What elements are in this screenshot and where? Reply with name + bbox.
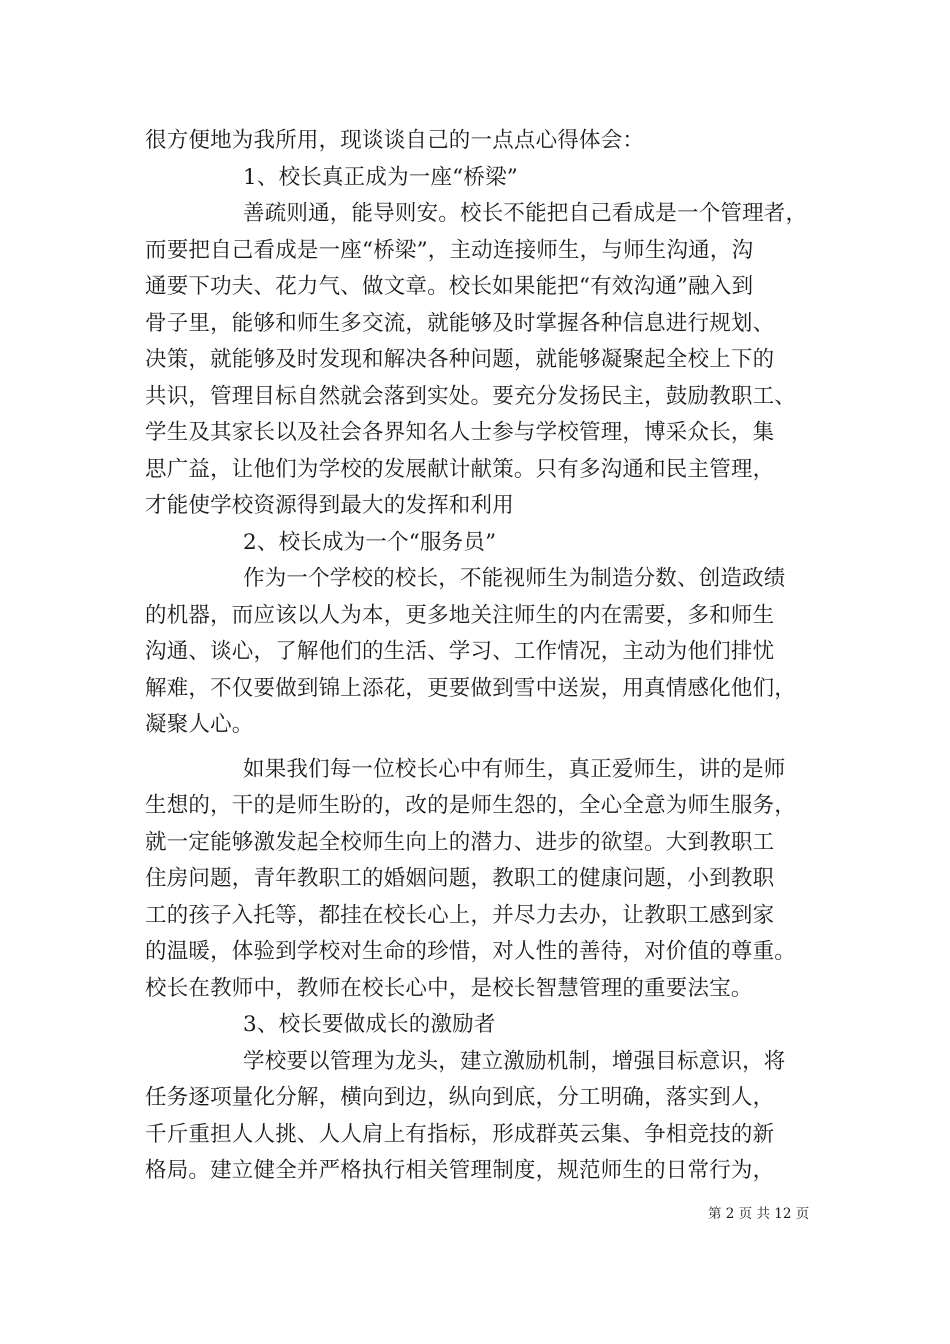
section-heading-bridge: 1、校长真正成为一座“桥梁”: [243, 164, 518, 190]
document-body: [145, 123, 825, 1190]
text-line: 共识，管理目标自然就会落到实处。要充分发扬民主，鼓励教职工、: [145, 383, 797, 409]
text-line: 作为一个学校的校长，不能视师生为制造分数、创造政绩: [243, 566, 786, 591]
text-line: 的机器，而应该以人为本，更多地关注师生的内在需要，多和师生: [145, 602, 775, 628]
text-line: 千斤重担人人挑、人人肩上有指标，形成群英云集、争相竞技的新: [145, 1121, 775, 1147]
text-line: 的温暖，体验到学校对生命的珍惜，对人性的善待，对价值的尊重。: [145, 939, 797, 964]
text-line: 才能使学校资源得到最大的发挥和利用: [145, 493, 514, 518]
text-line: 很方便地为我所用，现谈谈自己的一点点心得体会：: [145, 128, 645, 153]
text-line: 生想的，干的是师生盼的，改的是师生怨的，全心全意为师生服务，: [145, 793, 797, 818]
text-line: 住房问题，青年教职工的婚姻问题，教职工的健康问题，小到教职: [145, 866, 775, 891]
text-line: 就一定能够激发起全校师生向上的潜力、进步的欲望。大到教职工: [145, 829, 775, 855]
text-line: 而要把自己看成是一座“桥梁”，主动连接师生，与师生沟通，沟: [145, 237, 754, 263]
text-line: 思广益，让他们为学校的发展献计献策。只有多沟通和民主管理，: [145, 456, 775, 482]
section-heading-servant: 2、校长成为一个“服务员”: [243, 529, 497, 555]
text-line: 学校要以管理为龙头，建立激励机制，增强目标意识，将: [243, 1048, 786, 1074]
text-line: 决策，就能够及时发现和解决各种问题，就能够凝聚起全校上下的: [145, 347, 775, 372]
text-line: 学生及其家长以及社会各界知名人士参与学校管理，博采众长，集: [145, 420, 775, 445]
text-line: 善疏则通，能导则安。校长不能把自己看成是一个管理者，: [243, 201, 808, 226]
text-line: 如果我们每一位校长心中有师生，真正爱师生，讲的是师: [243, 756, 786, 782]
text-line: 通要下功夫、花力气、做文章。校长如果能把“有效沟通”融入到: [145, 274, 754, 299]
text-line: 解难，不仅要做到锦上添花，更要做到雪中送炭，用真情感化他们，: [145, 675, 797, 701]
text-line: 工的孩子入托等，都挂在校长心上，并尽力去办，让教职工感到家: [145, 902, 775, 928]
text-line: 骨子里，能够和师生多交流，就能够及时掌握各种信息进行规划、: [145, 310, 775, 336]
text-line: 凝聚人心。: [145, 712, 254, 737]
text-line: 沟通、谈心，了解他们的生活、学习、工作情况，主动为他们排忧: [145, 639, 775, 664]
text-line: 格局。建立健全并严格执行相关管理制度，规范师生的日常行为，: [145, 1158, 775, 1183]
section-heading-motivator: 3、校长要做成长的激励者: [243, 1012, 496, 1037]
text-line: 任务逐项量化分解，横向到边，纵向到底，分工明确，落实到人，: [145, 1085, 775, 1110]
text-line: 校长在教师中，教师在校长心中，是校长智慧管理的重要法宝。: [145, 975, 753, 1001]
page-number-footer: 第 2 页 共 12 页: [708, 1206, 810, 1222]
